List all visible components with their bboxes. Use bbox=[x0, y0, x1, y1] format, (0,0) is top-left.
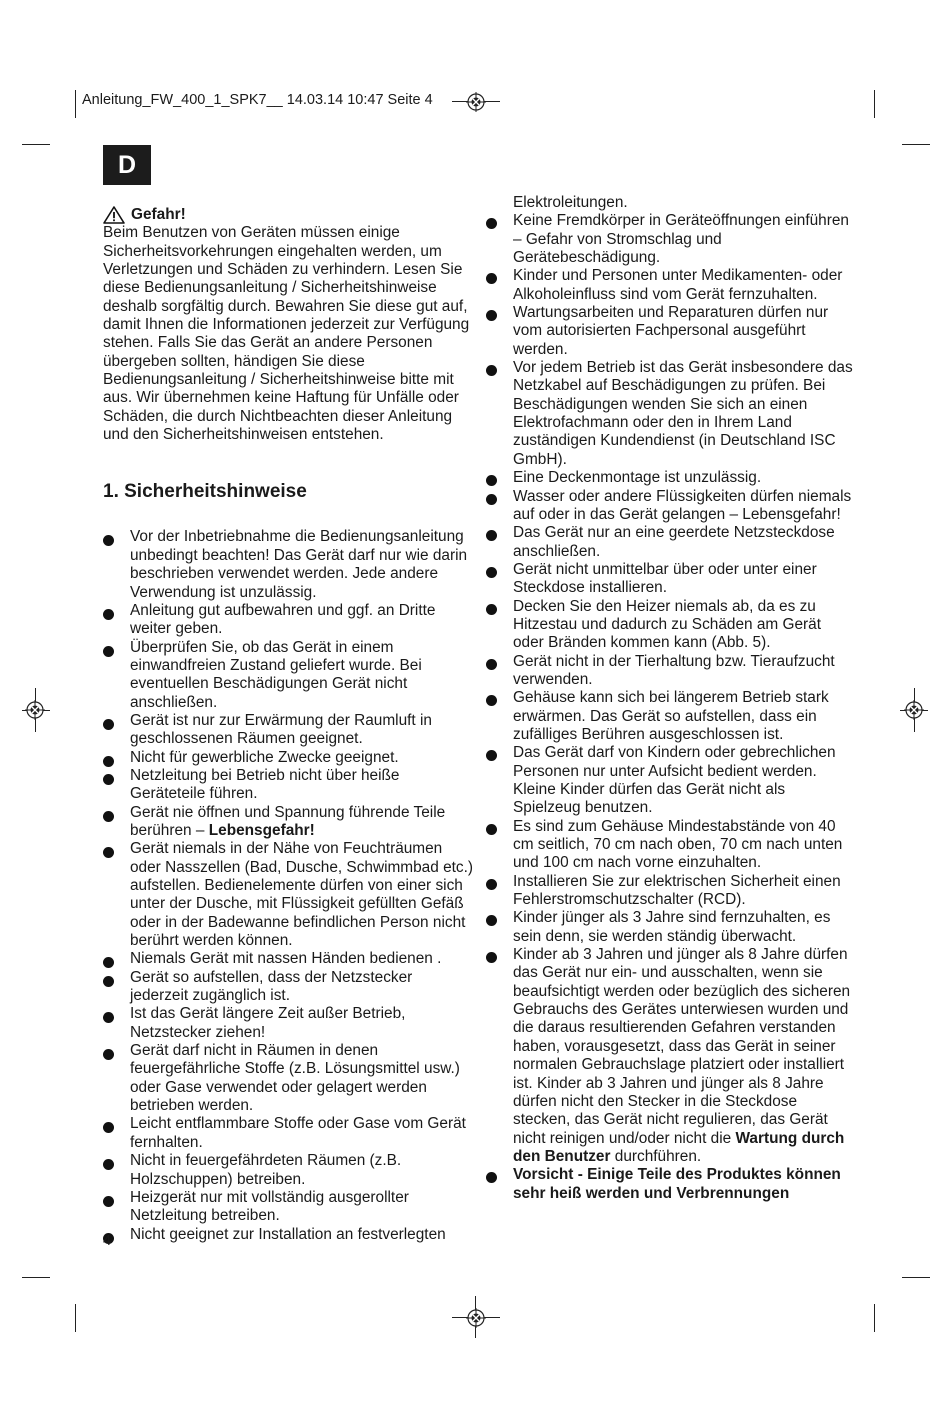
crop-mark-bottom-right-vertical bbox=[874, 1304, 875, 1332]
bullet-icon bbox=[103, 756, 114, 767]
danger-title: Gefahr! bbox=[131, 206, 186, 223]
registration-mark-top-icon bbox=[466, 92, 486, 112]
language-badge: D bbox=[103, 145, 151, 185]
bullet-icon bbox=[486, 567, 497, 578]
bullet-icon bbox=[486, 879, 497, 890]
bullet-icon bbox=[103, 719, 114, 730]
bullet-icon bbox=[486, 952, 497, 963]
registration-mark-left-icon bbox=[25, 700, 45, 720]
list-item-text: Gerät niemals in der Nähe von Feuchträumen oder Nasszellen (Bad, Dusche, Schwimmbad etc.) aufstellen. Bedienelemente dürfen von einer sich unter der Dusche, mit Flüssigkeit gefüllten Gefäß oder in der Badewanne befindlichen Person nicht berührt werden können. bbox=[130, 840, 474, 950]
registration-mark-bottom-icon bbox=[466, 1308, 486, 1328]
list-item-text: Gerät ist nur zur Erwärmung der Raumluft in geschlossenen Räumen geeignet. bbox=[130, 711, 432, 748]
list-item-text: Nicht in feuergefährdeten Räumen (z.B. Holzschuppen) betreiben. bbox=[130, 1152, 402, 1188]
list-item-trailing-text: durchführen. bbox=[610, 1147, 702, 1165]
list-item bbox=[103, 804, 473, 841]
list-item bbox=[486, 267, 856, 304]
bullet-icon bbox=[103, 1122, 114, 1133]
list-item-text: Wartungsarbeiten und Reparaturen dürfen nur vom autorisierten Fachpersonal ausgeführt werden. bbox=[513, 304, 829, 358]
list-item-text: Heizgerät nur mit vollständig ausgerollter Netzleitung betreiben. bbox=[130, 1188, 409, 1225]
list-item bbox=[486, 488, 856, 525]
right-column bbox=[486, 194, 856, 1203]
list-item bbox=[103, 1115, 473, 1152]
crop-mark-bottom-left-horizontal bbox=[22, 1277, 50, 1278]
list-item bbox=[103, 1189, 473, 1226]
warning-triangle-icon bbox=[103, 206, 125, 224]
crop-mark-top-left-horizontal bbox=[22, 144, 50, 145]
list-item bbox=[103, 528, 473, 601]
list-item-text: Vor der Inbetriebnahme die Bedienungsanleitung unbedingt beachten! Das Gerät darf nur wie darin beschrieben verwendet werden. Jede andere Verwendung ist unzulässig. bbox=[130, 528, 468, 601]
list-item bbox=[486, 909, 856, 946]
bullet-icon bbox=[486, 273, 497, 284]
list-item bbox=[486, 818, 856, 873]
bullet-icon bbox=[103, 646, 114, 657]
list-item-text: Gehäuse kann sich bei längerem Betrieb stark erwärmen. Das Gerät so aufstellen, dass ein zufälliges Berühren ausgeschlossen ist. bbox=[513, 689, 829, 743]
bullet-icon bbox=[486, 475, 497, 486]
bullet-icon bbox=[103, 1049, 114, 1060]
list-item-text: Nicht geeignet zur Installation an festverlegten bbox=[130, 1225, 446, 1243]
list-item-text: Kinder und Personen unter Medikamenten- oder Alkoholeinfluss sind vom Gerät fernzuhalten. bbox=[513, 267, 843, 303]
bullet-icon bbox=[486, 824, 497, 835]
list-item bbox=[486, 873, 856, 910]
bullet-icon bbox=[103, 976, 114, 987]
crop-mark-top-left-vertical bbox=[75, 90, 76, 118]
bullet-icon bbox=[103, 774, 114, 785]
list-item bbox=[103, 639, 473, 712]
list-item-text: Keine Fremdkörper in Geräteöffnungen einführen – Gefahr von Stromschlag und Gerätebeschädigung. bbox=[513, 212, 849, 267]
list-item bbox=[486, 598, 856, 653]
list-item-text: Niemals Gerät mit nassen Händen bedienen . bbox=[130, 950, 442, 968]
list-item bbox=[486, 469, 856, 487]
list-item bbox=[103, 1042, 473, 1115]
print-slug-header: Anleitung_FW_400_1_SPK7__ 14.03.14 10:47 Seite 4 bbox=[82, 92, 433, 108]
list-item bbox=[486, 653, 856, 690]
crop-mark-top-right-vertical bbox=[874, 90, 875, 118]
list-item-text: Gerät nie öffnen und Spannung führende Teile berühren – bbox=[130, 803, 446, 839]
list-item bbox=[103, 767, 473, 804]
list-item bbox=[103, 1005, 473, 1042]
bullet-icon bbox=[103, 957, 114, 968]
bullet-icon bbox=[486, 494, 497, 505]
list-item-text: Leicht entflammbare Stoffe oder Gase vom Gerät fernhalten. bbox=[130, 1115, 466, 1151]
bullet-icon bbox=[103, 1196, 114, 1207]
list-item bbox=[486, 524, 856, 561]
list-item-text: Kinder ab 3 Jahren und jünger als 8 Jahre dürfen das Gerät nur ein- und ausschalten, wenn sie beaufsichtigt werden oder bezüglich des sicheren Gebrauchs des Gerätes unterwiesen wurden und die daraus resultierenden Gefahren verstanden haben, vorausgesetzt, dass das Gerät in seiner normalen Gebrauchslage platziert oder installiert ist. Kinder ab 3 Jahren und jünger als 8 Jahre dürfen nicht den Stecker in die Steckdose stecken, das Gerät nicht regulieren, das Gerät nicht reinigen und/oder nicht die bbox=[513, 946, 851, 1147]
list-item-text: Gerät nicht unmittelbar über oder unter einer Steckdose installieren. bbox=[513, 560, 817, 597]
bullet-icon bbox=[103, 1012, 114, 1023]
list-item-text: Es sind zum Gehäuse Mindestabstände von 40 cm seitlich, 70 cm nach oben, 70 cm nach unten und 100 cm nach vorne einzuhalten. bbox=[513, 817, 843, 872]
crop-mark-top-right-horizontal bbox=[902, 144, 930, 145]
bullet-icon bbox=[486, 750, 497, 761]
list-item-text: Ist das Gerät längere Zeit außer Betrieb, Netzstecker ziehen! bbox=[130, 1005, 406, 1041]
danger-text: Beim Benutzen von Geräten müssen einige Sicherheitsvorkehrungen eingehalten werden, um Verletzungen und Schäden zu verhindern. Lesen Sie diese Bedienungsanleitung / Sicherheitshinweise deshalb sorgfältig durch. Bewahren Sie diese gut auf, damit Ihnen die Informationen jederzeit zur Verfügung stehen. Falls Sie das Gerät an andere Personen übergeben sollten, händigen Sie diese Bedienungsanleitung / Sicherheitshinweise bitte mit aus. Wir übernehmen keine Haftung für Unfälle oder Schäden, die durch Nichtbeachten dieser Anleitung und den Sicherheitshinweisen entstehen. bbox=[103, 224, 470, 444]
list-item-bold-text: Vorsicht - Einige Teile des Produktes können sehr heiß werden und Verbrennungen bbox=[513, 1166, 841, 1202]
bullet-icon bbox=[103, 609, 114, 620]
list-item-text: Das Gerät darf von Kindern oder gebrechlichen Personen nur unter Aufsicht bedient werden. Kleine Kinder dürfen das Gerät nicht als Spielzeug benutzen. bbox=[513, 744, 836, 817]
bullet-icon bbox=[486, 365, 497, 376]
list-item-text: Nicht für gewerbliche Zwecke geeignet. bbox=[130, 748, 399, 766]
list-item-text: Installieren Sie zur elektrischen Sicherheit einen Fehlerstromschutzschalter (RCD). bbox=[513, 872, 841, 909]
bullet-icon bbox=[103, 1159, 114, 1170]
bullet-icon bbox=[486, 659, 497, 670]
list-item-text: Wasser oder andere Flüssigkeiten dürfen niemals auf oder in das Gerät gelangen – Lebensgefahr! bbox=[513, 487, 852, 523]
list-item bbox=[103, 950, 473, 968]
list-item-bold-text: Lebensgefahr! bbox=[208, 821, 315, 839]
crop-mark-bottom-left-vertical bbox=[75, 1304, 76, 1332]
bullet-icon bbox=[103, 811, 114, 822]
crop-mark-bottom-right-horizontal bbox=[902, 1277, 930, 1278]
list-item-text: Das Gerät nur an eine geerdete Netzsteckdose anschließen. bbox=[513, 524, 835, 560]
list-item-text: Kinder jünger als 3 Jahre sind fernzuhalten, es sein denn, sie werden ständig überwacht. bbox=[513, 909, 831, 945]
list-item-text: Netzleitung bei Betrieb nicht über heiße Geräteteile führen. bbox=[130, 766, 400, 803]
list-item bbox=[486, 212, 856, 267]
danger-heading bbox=[103, 206, 473, 224]
list-item-text: Gerät darf nicht in Räumen in denen feuergefährliche Stoffe (z.B. Lösungsmittel usw.) oder Gase verwendet oder gelagert werden betrieben werden. bbox=[130, 1042, 460, 1115]
list-item bbox=[486, 946, 856, 1166]
list-item bbox=[486, 304, 856, 359]
bullet-icon bbox=[486, 218, 497, 229]
list-item-text: Gerät so aufstellen, dass der Netzstecker jederzeit zugänglich ist. bbox=[130, 968, 413, 1005]
bullet-icon bbox=[486, 530, 497, 541]
list-item bbox=[103, 1152, 473, 1189]
safety-list-left bbox=[103, 528, 473, 1243]
left-column bbox=[103, 206, 473, 1244]
list-item bbox=[486, 1166, 856, 1203]
list-item bbox=[103, 602, 473, 639]
list-item-text: Eine Deckenmontage ist unzulässig. bbox=[513, 469, 762, 487]
list-item bbox=[486, 561, 856, 598]
list-item-text: Vor jedem Betrieb ist das Gerät insbesondere das Netzkabel auf Beschädigungen zu prüfen. Bei Beschädigungen wenden Sie sich an einen Elektrofachmann oder den in Ihrem Land zuständigen Kundendienst (in Deutschland ISC GmbH). bbox=[513, 359, 853, 468]
list-item bbox=[486, 359, 856, 469]
page-number: 4 bbox=[103, 1232, 112, 1249]
bullet-icon bbox=[486, 1172, 497, 1183]
bullet-icon bbox=[486, 604, 497, 615]
list-item bbox=[103, 1226, 473, 1244]
list-item-text: Gerät nicht in der Tierhaltung bzw. Tieraufzucht verwenden. bbox=[513, 652, 835, 688]
list-item bbox=[103, 969, 473, 1006]
list-item bbox=[103, 840, 473, 950]
bullet-icon bbox=[486, 310, 497, 321]
list-item-text: Anleitung gut aufbewahren und ggf. an Dritte weiter geben. bbox=[130, 601, 436, 638]
safety-list-right bbox=[486, 212, 856, 1203]
bullet-icon bbox=[486, 915, 497, 926]
registration-mark-right-icon bbox=[904, 700, 924, 720]
list-item-text: Überprüfen Sie, ob das Gerät in einem einwandfreien Zustand geliefert wurde. Bei eventuellen Beschädigungen Gerät nicht anschließen. bbox=[130, 638, 422, 711]
section-title: 1. Sicherheitshinweise bbox=[103, 481, 307, 503]
list-item bbox=[486, 689, 856, 744]
continued-text: Elektroleitungen. bbox=[513, 194, 628, 211]
bullet-icon bbox=[486, 695, 497, 706]
bullet-icon bbox=[103, 535, 114, 546]
list-item bbox=[103, 712, 473, 749]
list-item-bold-text: Wartung durch den Benutzer bbox=[513, 1129, 845, 1165]
list-item-text: Decken Sie den Heizer niemals ab, da es zu Hitzestau und dadurch zu Schäden am Gerät oder Bränden kommen kann (Abb. 5). bbox=[513, 597, 821, 652]
bullet-icon bbox=[103, 847, 114, 858]
list-item bbox=[103, 749, 473, 767]
list-item bbox=[486, 744, 856, 817]
